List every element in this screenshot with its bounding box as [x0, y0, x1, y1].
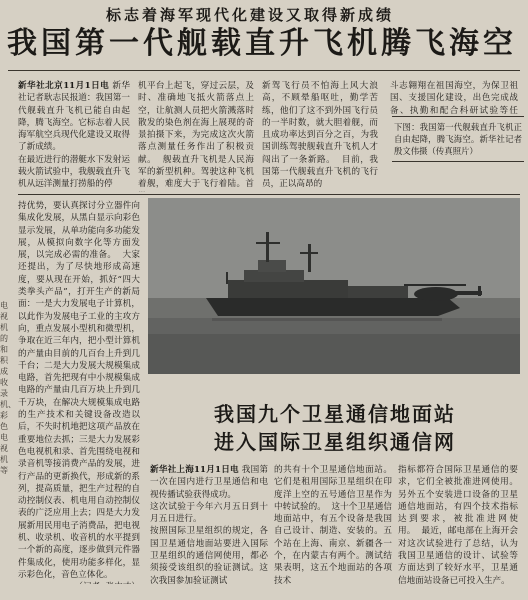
article2-para-1: [150, 464, 268, 501]
article2-para-2: 这次试验于今年六月五日到十月五日进行。: [150, 501, 268, 525]
satellite-headline: [150, 400, 520, 456]
left-article-credit: [18, 581, 140, 584]
article2-dateline: 新华社上海11月1日电: [150, 465, 239, 475]
left-article-column: [18, 200, 140, 584]
satellite-headline-line-1: 我国九个卫星通信地面站: [214, 402, 456, 426]
article1-para-1: [18, 80, 130, 154]
article2-column-2: 的共有十个卫星通信地面站。它们是租用国际卫星组织在印度洋上空的五号通信卫星作为中转试验的。 这十个卫星通信地面站中，有五个设备是我国自己设计、制造、安装的。五个站在上海、南京、新疆各一个，在内蒙古有两个。测试结果表明，这五个地面站的各项技术: [274, 465, 392, 586]
photo-caption: 下图：我国第一代舰载直升飞机正自由起降，腾飞海空。新华社记者殷文伟摄（传真照片）: [392, 116, 524, 162]
section-rule: [18, 194, 520, 195]
article2-column-3: 指标都符合国际卫星通信的要求，它们全被批准进网使用。另外五个安装进口设备的卫星通信地面站，有四个技术指标达到要求，被批准进网使用。 最近，邮电部在上海开会对这次试验进行了总结，认为我国卫星通信的设计、试验等方面达到了较好水平，卫星通信地面站设备已可投入生产。: [398, 465, 518, 586]
article2-lead: 我国第一次在国内进行卫星通信和电视传播试验获得成功。: [150, 465, 268, 500]
satellite-headline-line-2: 进入国际卫星组织通信网: [214, 430, 456, 454]
article1-dateline: 新华社北京11月1日电: [18, 81, 110, 91]
article1-column-3: 新驾飞行员不怕海上风大浪高，不顾晕船呕吐，勤学苦练，他们了这不到外国飞行员的一半时数，就大胆着舰，而且成功率达到百分之百，为我国训练驾驶舰载直升飞机人才闯出了一条新路。 目前，我国第一代舰载直升飞机的飞行员，正以高昂的: [262, 81, 378, 190]
article2-column-1: [150, 464, 268, 588]
article1-column-2: 机平台上起飞，穿过云层，及时、准确地飞抵火箭落点上空，让航测人员把火箭溅落时散发的染色剂在海上展现的奇景拍摄下来，为完成这次火箭落点测量任务作出了积极贡献。 舰载直升飞机是人民海军的新型机种。驾驶这种飞机着舰，难度大于飞行着陆。首: [138, 81, 254, 190]
left-article-text: 持优势，要认真探讨分立器件向集成化发展，从黑白显示向彩色显示发展，从单功能向多功能发展，从模拟向数字化等方面发展，以完成必需的准备。 大家还提出，为了尽快地形成高速度，要从现在开始，抓好“四大类拳头产品”，打开生产的新局面：一是大力发展电子计算机，以此作为发展电子工业的主攻方向，重点发展小型机和微型机，争取在近三年内，把小型计算机的产量由目前的几百台上升到几千台；二是大力发展大规模集成电路，首先把现有中小规模集成电路的产量由几百万块上升到几千万块，在解决大规模集成电路的生产技术和关键设备改造以后，不失时机地把这项产品放在重要地位去抓；三是大力发展彩色电视机和录、首先围绕电视和录音机等接消费产品的发展，进行产品的更新换代，形成新的系列，提高质量，把生产过程的自动控制仪表、机电用自动控制仪表的广泛应用上去；四是大力发展新用民用电子消费品，把电视机、收录机、收音机的水平提到一个新的高度，逐步做到元件器件集成化，使用功能多样化，显示彩色化，音色立体化。: [18, 201, 140, 580]
ship-helicopter-image: [148, 198, 520, 374]
article1-column-4: 斗志翱翔在祖国海空，为保卫祖国、支援国化建设，出色完成战备、执勤和配合科研试验等任: [390, 81, 518, 116]
article1-column-1: [18, 80, 130, 192]
main-headline: 我国第一代舰载直升飞机腾飞海空: [7, 26, 517, 61]
subheadline: 标志着海军现代化建设又取得新成绩: [105, 6, 394, 24]
ship-helicopter-photo: [148, 198, 520, 374]
article1-para-2: 在最近进行的潜艇水下发射运载火箭试验中，我舰载直升飞机从远洋测量打捞船的停: [18, 154, 130, 190]
article2-para-3: 按照国际卫星组织的规定，各国卫星通信地面站要进入国际卫星组织的通信网使用，都必须接受该组织的验证测试。这次我国参加验证测试: [150, 526, 268, 586]
headline-rule: [8, 70, 520, 71]
margin-text: 电视机的和积成收录机、彩色电视机等: [0, 301, 16, 475]
article1-lead: 新华社记者耿志民报道：我国第一代舰载直升飞机已能自由起降，腾飞海空。它标志着人民海军航空兵现代化建设又取得了新成绩。: [18, 81, 130, 153]
